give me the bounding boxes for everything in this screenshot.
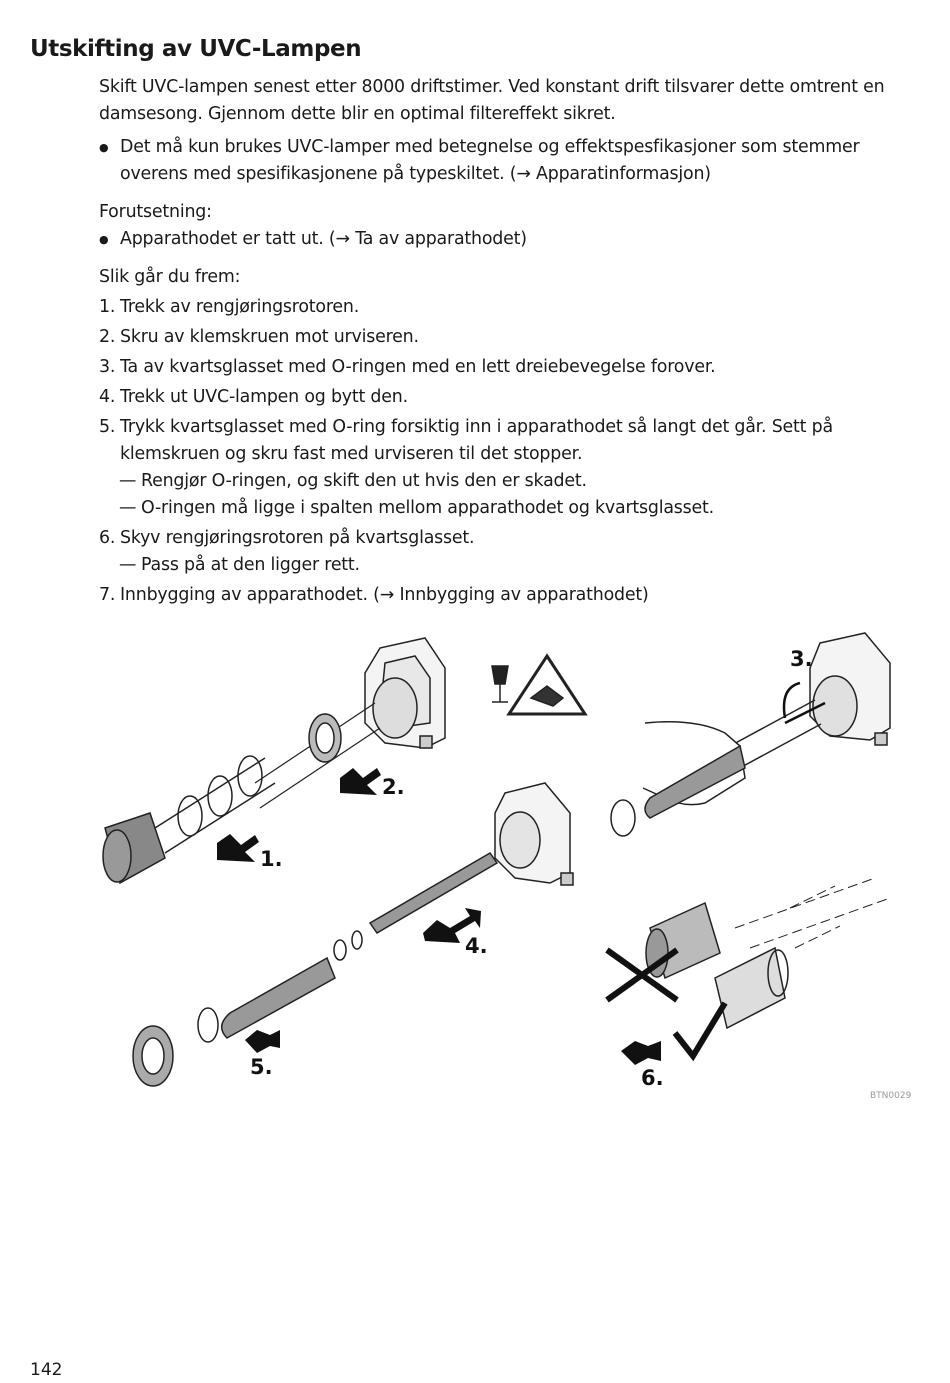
rotor-correct-icon xyxy=(715,948,788,1028)
hand-icon xyxy=(643,722,745,818)
checkmark-icon xyxy=(675,1003,725,1056)
illustration-code: BTN0029 xyxy=(870,1091,912,1101)
instruction-text xyxy=(99,74,899,609)
step-6: 6. Skyv rengjøringsrotoren på kvartsglasset. xyxy=(99,528,475,548)
arrow-6-icon xyxy=(621,1041,661,1065)
step-5: 5. Trykk kvartsglasset med O-ring forsiktig inn i apparathodet så langt det går. Sett på klemskruen og skru fast med urviseren til det stopper. xyxy=(99,417,833,464)
device-head-icon xyxy=(365,638,445,748)
label-step-6: 6. xyxy=(641,1066,664,1090)
quartz-glass-icon xyxy=(222,958,335,1038)
step-4: 4. Trekk ut UVC-lampen og bytt den. xyxy=(99,387,408,407)
intro-paragraph: Skift UVC-lampen senest etter 8000 driftstimer. Ved konstant drift tilsvarer dette omtrent en damsesong. Gjennom dette blir en optimal filtereffekt sikret. xyxy=(99,77,885,124)
label-step-2: 2. xyxy=(382,775,405,799)
clamp-screw-icon xyxy=(133,1026,173,1086)
step-5-sub-2: — O-ringen må ligge i spalten mellom apparathodet og kvartsglasset. xyxy=(99,495,899,522)
step-3: 3. Ta av kvartsglasset med O-ringen med en lett dreiebevegelse forover. xyxy=(99,357,716,377)
step-2: 2. Skru av klemskruen mot urviseren. xyxy=(99,327,419,347)
arrow-1-icon xyxy=(217,834,259,862)
step-1: 1. Trekk av rengjøringsrotoren. xyxy=(99,297,360,317)
note-bullet: ● Det må kun brukes UVC-lamper med betegnelse og effektspesfikasjoner som stemmer overens med spesifikasjonene på typeskiltet. (→ Apparatinformasjon) xyxy=(99,134,899,188)
step-7: 7. Innbygging av apparathodet. (→ Innbygging av apparathodet) xyxy=(99,585,649,605)
page-number: 142 xyxy=(30,1360,63,1380)
no-drinking-sign-icon xyxy=(492,666,508,702)
step-6-sub-1: — Pass på at den ligger rett. xyxy=(99,552,899,579)
label-step-4: 4. xyxy=(465,934,488,958)
label-step-1: 1. xyxy=(260,847,283,871)
uvc-lamp-replacement-illustration xyxy=(95,628,915,1108)
prerequisite-bullet: ● Apparathodet er tatt ut. (→ Ta av apparathodet) xyxy=(99,226,899,253)
cleaning-rotor-icon xyxy=(103,756,275,883)
procedure-label: Slik går du frem: xyxy=(99,267,241,287)
arrow-2-icon xyxy=(340,768,381,795)
warning-triangle-icon xyxy=(509,656,585,714)
step-5-sub-1: — Rengjør O-ringen, og skift den ut hvis den er skadet. xyxy=(99,468,899,495)
arrow-5-icon xyxy=(245,1030,280,1053)
prerequisite-label: Forutsetning: xyxy=(99,202,212,222)
label-step-3: 3. xyxy=(790,647,813,671)
label-step-5: 5. xyxy=(250,1055,273,1079)
page-title: Utskifting av UVC-Lampen xyxy=(30,36,362,62)
